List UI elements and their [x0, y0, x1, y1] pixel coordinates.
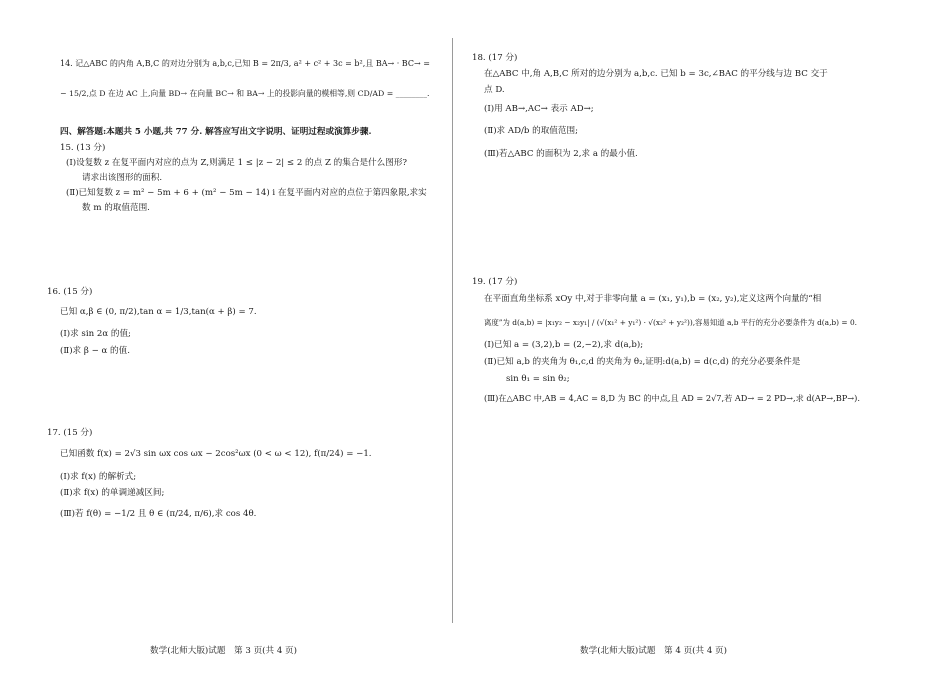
q19-part2-cont: sin θ₁ = sin θ₂;	[506, 374, 570, 384]
q17-head: 17. (15 分)	[47, 428, 93, 438]
q18-part2: (Ⅱ)求 AD/b 的取值范围;	[484, 126, 578, 136]
q18-given: 在△ABC 中,角 A,B,C 所对的边分别为 a,b,c. 已知 b = 3c,∠BAC 的平分线与边 BC 交于	[484, 69, 828, 79]
q14-line2: − 15/2,点 D 在边 AC 上,向量 BD→ 在向量 BC→ 和 BA→ 上的投影向量的模相等,则 CD/AD = ________.	[60, 89, 430, 98]
page-divider	[452, 38, 453, 623]
q18-part1: (Ⅰ)用 AB→,AC→ 表示 AD→;	[484, 104, 594, 114]
q18-given-cont: 点 D.	[484, 85, 505, 95]
left-footer: 数学(北师大版)试题 第 3 页(共 4 页)	[150, 646, 297, 656]
right-footer: 数学(北师大版)试题 第 4 页(共 4 页)	[580, 646, 727, 656]
q19-part3: (Ⅲ)在△ABC 中,AB = 4,AC = 8,D 为 BC 的中点,且 AD = 2√7,若 AD→ = 2 PD→,求 d(AP→,BP→).	[484, 393, 860, 403]
q14-line1: 14. 记△ABC 的内角 A,B,C 的对边分别为 a,b,c,已知 B = 2π/3, a² + c² + 3c = b²,且 BA→ · BC→ =	[60, 59, 430, 68]
q17-part3: (Ⅲ)若 f(θ) = −1/2 且 θ ∈ (π/24, π/6),求 cos 4θ.	[60, 509, 257, 519]
q18-part3: (Ⅲ)若△ABC 的面积为 2,求 a 的最小值.	[484, 149, 638, 159]
q17-part1: (Ⅰ)求 f(x) 的解析式;	[60, 472, 137, 482]
q17-part2: (Ⅱ)求 f(x) 的单调递减区间;	[60, 488, 165, 498]
q15-part1: (Ⅰ)设复数 z 在复平面内对应的点为 Z,则满足 1 ≤ |z − 2| ≤ 2 的点 Z 的集合是什么图形?	[66, 158, 408, 168]
q17-given: 已知函数 f(x) = 2√3 sin ωx cos ωx − 2cos²ωx (0 < ω < 12), f(π/24) = −1.	[60, 449, 372, 459]
q19-head: 19. (17 分)	[472, 277, 518, 287]
q16-part2: (Ⅱ)求 β − α 的值.	[60, 346, 130, 356]
q15-part2: (Ⅱ)已知复数 z = m² − 5m + 6 + (m² − 5m − 14) i 在复平面内对应的点位于第四象限,求实	[66, 188, 427, 198]
q19-part1: (Ⅰ)已知 a = (3,2),b = (2,−2),求 d(a,b);	[484, 340, 644, 350]
q15-part2-cont: 数 m 的取值范围.	[82, 203, 150, 213]
q18-head: 18. (17 分)	[472, 53, 518, 63]
q15-head: 15. (13 分)	[60, 143, 106, 153]
q19-given-cont: 离度”为 d(a,b) = |x₁y₂ − x₂y₁| / (√(x₁² + y₁²) · √(x₂² + y₂²)),容易知道 a,b 平行的充分必要条件为 d(a,b) = 0.	[484, 318, 857, 327]
q16-head: 16. (15 分)	[47, 287, 93, 297]
section-title: 四、解答题:本题共 5 小题,共 77 分. 解答应写出文字说明、证明过程或演算步骤.	[60, 127, 372, 137]
q16-part1: (Ⅰ)求 sin 2α 的值;	[60, 329, 131, 339]
q19-part2: (Ⅱ)已知 a,b 的夹角为 θ₁,c,d 的夹角为 θ₂,证明:d(a,b) = d(c,d) 的充分必要条件是	[484, 357, 801, 367]
q19-given: 在平面直角坐标系 xOy 中,对于非零向量 a = (x₁, y₁),b = (x₂, y₂),定义这两个向量的“相	[484, 294, 822, 304]
q15-part1-cont: 请求出该图形的面积.	[82, 173, 163, 183]
q16-given: 已知 α,β ∈ (0, π/2),tan α = 1/3,tan(α + β) = 7.	[60, 307, 257, 317]
